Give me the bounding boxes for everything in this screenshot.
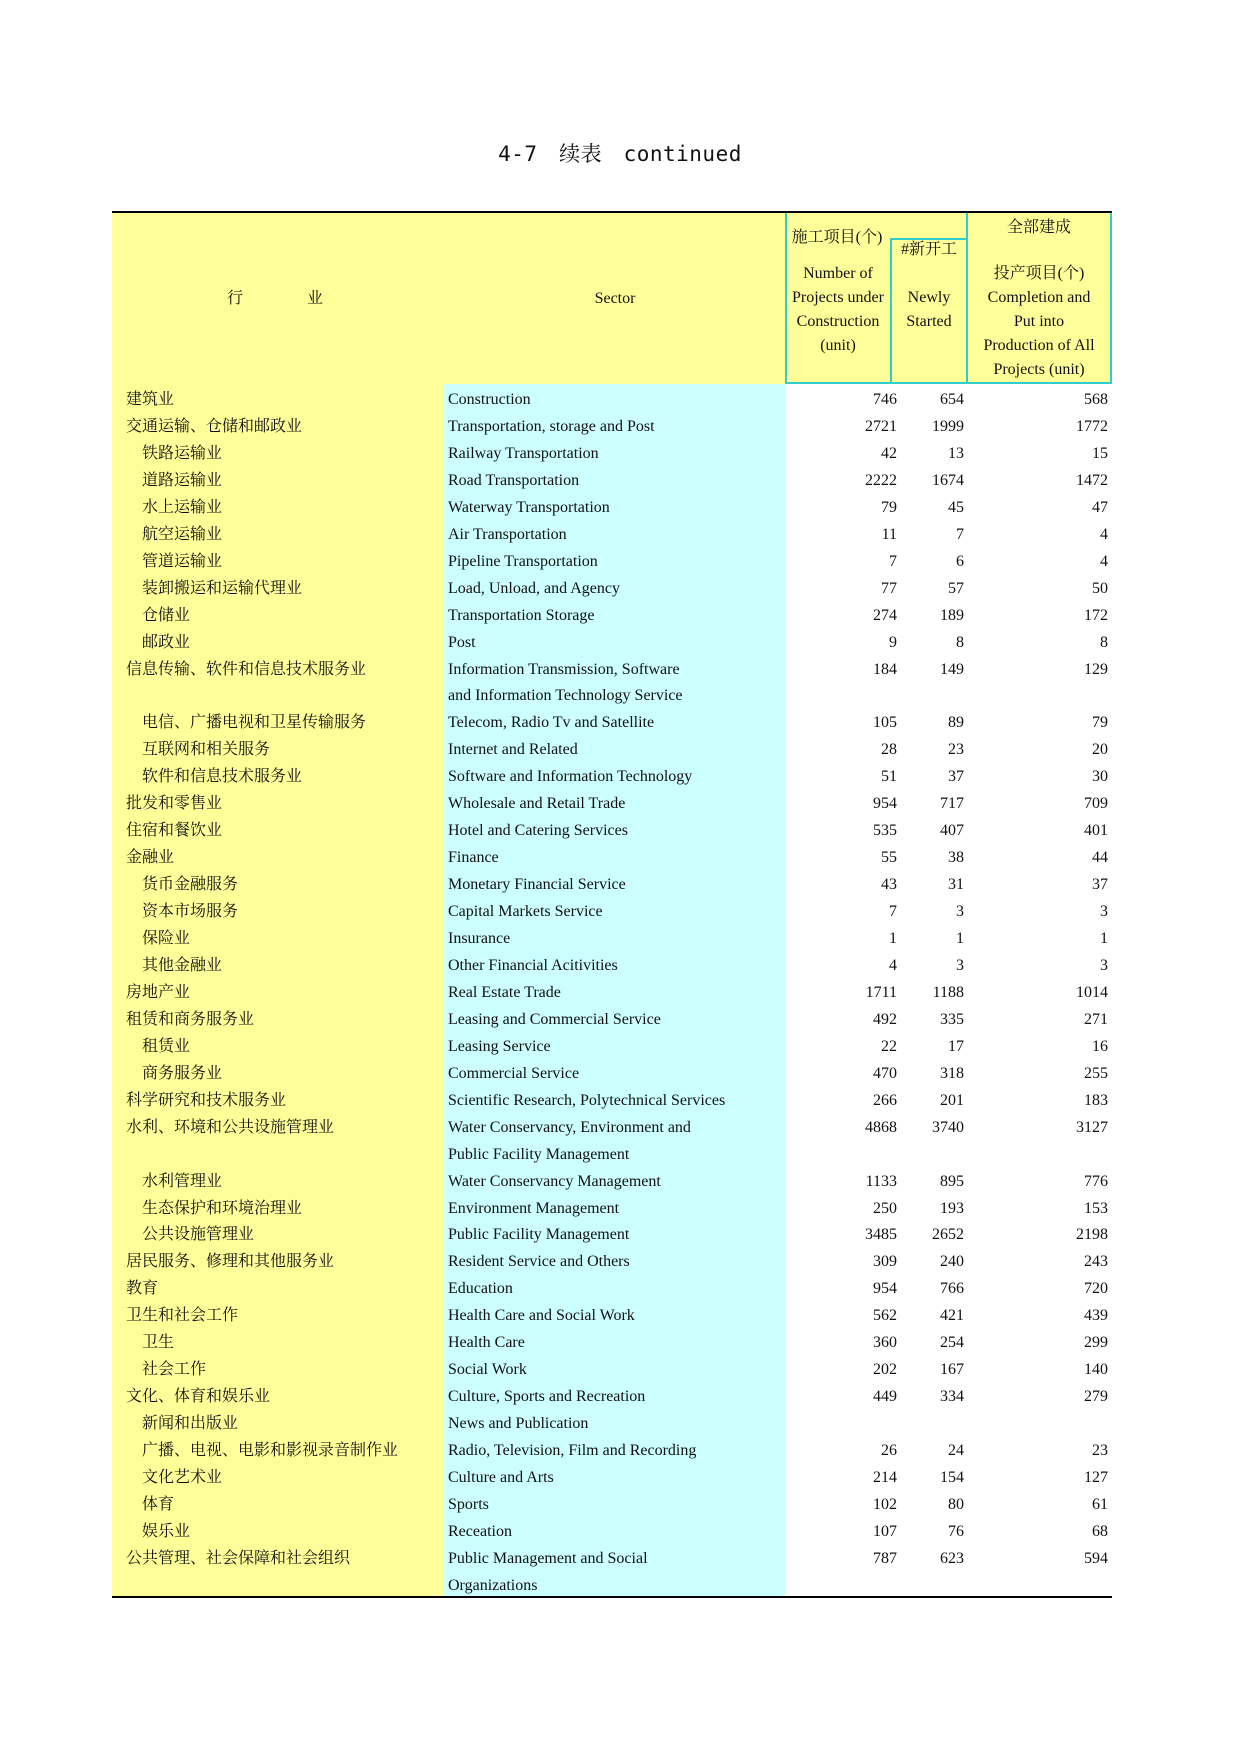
sector-en: Health Care and Social Work	[448, 1307, 635, 1325]
newly-started: 6	[956, 552, 964, 570]
industry-cn: 卫生和社会工作	[126, 1307, 239, 1325]
newly-started: 23	[948, 741, 964, 759]
newly-started: 7	[956, 525, 964, 543]
industry-cn: 新闻和出版业	[142, 1415, 239, 1433]
completed-projects: 153	[1084, 1199, 1108, 1217]
table-row	[112, 521, 1112, 548]
sector-en: Post	[448, 633, 476, 651]
completed-projects: 1472	[1076, 471, 1108, 489]
newly-started: 240	[940, 1253, 964, 1271]
completed-projects: 776	[1084, 1172, 1108, 1190]
table-row	[112, 629, 1112, 656]
newly-started: 623	[940, 1549, 964, 1567]
industry-cn: 交通运输、仓储和邮政业	[126, 417, 303, 435]
industry-cn: 邮政业	[142, 633, 191, 651]
projects-under-construction: 535	[873, 822, 897, 840]
projects-under-construction: 1711	[865, 983, 897, 1001]
projects-under-construction: 43	[881, 876, 897, 894]
industry-cn: 信息传输、软件和信息技术服务业	[126, 660, 367, 678]
newly-started: 189	[940, 606, 964, 624]
table-row	[112, 763, 1112, 790]
industry-cn: 卫生	[142, 1334, 175, 1352]
projects-under-construction: 449	[873, 1388, 897, 1406]
completed-projects: 8	[1100, 633, 1108, 651]
industry-cn: 其他金融业	[142, 956, 223, 974]
industry-cn: 租赁业	[142, 1037, 191, 1055]
sector-en: Social Work	[448, 1361, 527, 1379]
newly-started: 717	[940, 795, 964, 813]
table-row	[112, 736, 1112, 763]
projects-under-construction: 51	[881, 768, 897, 786]
table-top-rule	[112, 211, 1112, 213]
sector-en: Water Conservancy Management	[448, 1172, 661, 1190]
projects-under-construction: 79	[881, 498, 897, 516]
projects-under-construction: 1133	[865, 1172, 897, 1190]
table-row	[112, 1437, 1112, 1464]
completed-projects: 30	[1092, 768, 1108, 786]
sector-en: Capital Markets Service	[448, 903, 603, 921]
table-row	[112, 494, 1112, 521]
industry-cn: 水上运输业	[142, 498, 223, 516]
sector-en: Load, Unload, and Agency	[448, 579, 620, 597]
sector-en: Telecom, Radio Tv and Satellite	[448, 714, 655, 732]
table-row	[112, 1168, 1112, 1195]
completed-projects: 243	[1084, 1253, 1108, 1271]
industry-cn: 仓储业	[142, 606, 191, 624]
header-divider	[785, 382, 1112, 384]
newly-started: 8	[956, 633, 964, 651]
projects-under-construction: 360	[873, 1334, 897, 1352]
newly-started: 1	[956, 930, 964, 947]
sector-en: Culture and Arts	[448, 1469, 554, 1486]
sector-en: Software and Information Technology	[448, 768, 693, 786]
newly-started: 31	[948, 876, 964, 894]
projects-under-construction: 1	[889, 930, 897, 947]
table-row	[112, 1410, 1112, 1437]
sector-en: Finance	[448, 849, 499, 867]
table-row	[112, 898, 1112, 925]
completed-projects: 1	[1100, 930, 1108, 947]
industry-cn: 生态保护和环境治理业	[142, 1199, 303, 1217]
sector-en: Transportation, storage and Post	[448, 417, 655, 435]
header-completion-cn: 投产项目(个)	[993, 265, 1085, 282]
sector-en: Organizations	[448, 1576, 538, 1594]
sector-en: Water Conservancy, Environment and	[448, 1118, 691, 1136]
newly-started: 407	[940, 822, 964, 840]
industry-cn: 航空运输业	[142, 525, 223, 543]
projects-under-construction: 184	[873, 660, 897, 678]
table-row	[112, 952, 1112, 979]
table-row	[112, 1114, 1112, 1141]
newly-started: 3740	[932, 1118, 964, 1136]
header-completion-cn-top: 全部建成	[1006, 219, 1071, 236]
newly-started: 2652	[932, 1226, 964, 1244]
newly-started: 334	[940, 1388, 964, 1406]
industry-cn: 科学研究和技术服务业	[126, 1091, 287, 1109]
industry-cn: 建筑业	[126, 391, 175, 408]
industry-cn: 文化艺术业	[142, 1469, 223, 1486]
newly-started: 45	[948, 498, 964, 516]
completed-projects: 140	[1084, 1361, 1108, 1379]
industry-cn: 文化、体育和娱乐业	[126, 1388, 271, 1406]
sector-en: Leasing and Commercial Service	[448, 1010, 661, 1028]
table-row	[112, 386, 1112, 413]
projects-under-construction: 22	[881, 1037, 897, 1055]
projects-under-construction: 2222	[865, 471, 897, 489]
table-row	[112, 1302, 1112, 1329]
industry-cn: 电信、广播电视和卫星传输服务	[142, 714, 367, 732]
projects-under-construction: 492	[873, 1010, 897, 1028]
completed-projects: 15	[1092, 444, 1108, 462]
projects-under-construction: 4	[889, 956, 897, 974]
completed-projects: 23	[1092, 1442, 1108, 1460]
completed-projects: 299	[1084, 1334, 1108, 1352]
industry-cn: 公共管理、社会保障和社会组织	[126, 1549, 351, 1567]
newly-started: 1999	[932, 417, 964, 435]
projects-under-construction: 42	[881, 444, 897, 462]
sector-en: Real Estate Trade	[448, 983, 561, 1001]
newly-started: 154	[940, 1469, 964, 1486]
table-row	[112, 602, 1112, 629]
sector-en: Information Transmission, Software	[448, 660, 680, 678]
table-row	[112, 709, 1112, 736]
industry-cn: 货币金融服务	[142, 876, 239, 894]
sector-en: Other Financial Acitivities	[448, 956, 618, 974]
table-row	[112, 1087, 1112, 1114]
sector-en: Hotel and Catering Services	[448, 822, 628, 840]
sector-en: Monetary Financial Service	[448, 876, 626, 894]
table-row	[112, 682, 1112, 709]
projects-under-construction: 954	[873, 1280, 897, 1298]
industry-cn: 体育	[142, 1495, 175, 1513]
projects-under-construction: 202	[873, 1361, 897, 1379]
projects-under-construction: 309	[873, 1253, 897, 1271]
completed-projects: 255	[1084, 1064, 1108, 1082]
header-projects-cn: 施工项目(个)	[791, 229, 883, 246]
completed-projects: 20	[1092, 741, 1108, 759]
industry-cn: 住宿和餐饮业	[126, 822, 223, 840]
table-row	[112, 1572, 1112, 1599]
sector-en: Transportation Storage	[448, 606, 595, 624]
newly-started: 421	[940, 1307, 964, 1325]
sector-en: Leasing Service	[448, 1037, 551, 1055]
table-row	[112, 871, 1112, 898]
sector-en: Sports	[448, 1495, 489, 1513]
sector-en: Railway Transportation	[448, 444, 599, 462]
table-row	[112, 817, 1112, 844]
completed-projects: 271	[1084, 1010, 1108, 1028]
industry-cn: 装卸搬运和运输代理业	[142, 579, 303, 597]
newly-started: 3	[956, 903, 964, 921]
projects-under-construction: 2721	[865, 417, 897, 435]
projects-under-construction: 77	[881, 579, 897, 597]
newly-started: 254	[940, 1334, 964, 1352]
newly-started: 38	[948, 849, 964, 867]
table-row	[112, 1195, 1112, 1222]
completed-projects: 47	[1092, 498, 1108, 516]
projects-under-construction: 787	[873, 1549, 897, 1567]
completed-projects: 2198	[1076, 1226, 1108, 1244]
sector-en: Resident Service and Others	[448, 1253, 630, 1271]
projects-under-construction: 105	[873, 714, 897, 732]
industry-cn: 资本市场服务	[142, 903, 239, 921]
industry-cn: 金融业	[126, 849, 175, 867]
completed-projects: 50	[1092, 579, 1108, 597]
table-row	[112, 467, 1112, 494]
table-row	[112, 1006, 1112, 1033]
table-row	[112, 656, 1112, 683]
projects-under-construction: 470	[873, 1064, 897, 1082]
newly-started: 335	[940, 1010, 964, 1028]
table-row	[112, 1275, 1112, 1302]
sector-en: Insurance	[448, 930, 511, 947]
completed-projects: 594	[1084, 1549, 1108, 1567]
projects-under-construction: 3485	[865, 1226, 897, 1244]
sector-en: News and Publication	[448, 1415, 589, 1433]
newly-started: 37	[948, 768, 964, 786]
projects-under-construction: 11	[881, 525, 897, 543]
sector-en: Commercial Service	[448, 1064, 580, 1082]
industry-cn: 管道运输业	[142, 552, 223, 570]
completed-projects: 1014	[1076, 983, 1108, 1001]
industry-cn: 娱乐业	[142, 1522, 191, 1540]
industry-cn: 社会工作	[142, 1361, 207, 1379]
industry-cn: 房地产业	[126, 983, 191, 1001]
table-row	[112, 1329, 1112, 1356]
newly-started: 1674	[932, 471, 964, 489]
newly-started: 1188	[932, 983, 964, 1001]
projects-under-construction: 266	[873, 1091, 897, 1109]
newly-started: 193	[940, 1199, 964, 1217]
industry-cn: 教育	[126, 1280, 159, 1298]
newly-started: 167	[940, 1361, 964, 1379]
table-row	[112, 440, 1112, 467]
newly-started: 318	[940, 1064, 964, 1082]
projects-under-construction: 107	[873, 1522, 897, 1540]
completed-projects: 401	[1084, 822, 1108, 840]
header-newly-started-cn: #新开工	[900, 241, 957, 258]
completed-projects: 79	[1092, 714, 1108, 732]
completed-projects: 61	[1092, 1495, 1108, 1513]
industry-cn: 水利、环境和公共设施管理业	[126, 1118, 335, 1136]
newly-started: 76	[948, 1522, 964, 1540]
table-row	[112, 925, 1112, 952]
newly-started: 57	[948, 579, 964, 597]
newly-started: 201	[940, 1091, 964, 1109]
header-newly-started-en: Newly Started	[906, 289, 952, 330]
projects-under-construction: 26	[881, 1442, 897, 1460]
table-row	[112, 979, 1112, 1006]
table-row	[112, 548, 1112, 575]
table-row	[112, 1248, 1112, 1275]
projects-under-construction: 746	[873, 391, 897, 408]
sector-en: Public Management and Social	[448, 1549, 648, 1567]
projects-under-construction: 214	[873, 1469, 897, 1486]
sector-en: Radio, Television, Film and Recording	[448, 1442, 697, 1460]
sector-en: Air Transportation	[448, 525, 567, 543]
table-row	[112, 1060, 1112, 1087]
newly-started: 17	[948, 1037, 964, 1055]
header-sector: Sector	[594, 290, 636, 307]
sector-en: Health Care	[448, 1334, 525, 1352]
projects-under-construction: 7	[889, 552, 897, 570]
table-row	[112, 1221, 1112, 1248]
table-row	[112, 790, 1112, 817]
sector-en: Road Transportation	[448, 471, 580, 489]
completed-projects: 68	[1092, 1522, 1108, 1540]
completed-projects: 709	[1084, 795, 1108, 813]
industry-cn: 居民服务、修理和其他服务业	[126, 1253, 335, 1271]
header-industry-cn: 行 业	[226, 290, 323, 307]
sector-en: Internet and Related	[448, 741, 578, 759]
completed-projects: 3127	[1076, 1118, 1108, 1136]
projects-under-construction: 9	[889, 633, 897, 651]
table-row	[112, 575, 1112, 602]
projects-under-construction: 4868	[865, 1118, 897, 1136]
sector-en: Receation	[448, 1522, 512, 1540]
completed-projects: 568	[1084, 391, 1108, 408]
table-title: 4-7 续表 continued	[498, 142, 742, 166]
header-completion-en: Completion and Put into Production of All Projects (unit)	[983, 289, 1095, 378]
newly-started: 13	[948, 444, 964, 462]
projects-under-construction: 250	[873, 1199, 897, 1217]
completed-projects: 279	[1084, 1388, 1108, 1406]
sector-en: Culture, Sports and Recreation	[448, 1388, 646, 1406]
table-row	[112, 1545, 1112, 1572]
sector-en: and Information Technology Service	[448, 687, 683, 705]
industry-cn: 互联网和相关服务	[142, 741, 271, 759]
projects-under-construction: 102	[873, 1495, 897, 1513]
projects-under-construction: 274	[873, 606, 897, 624]
industry-cn: 软件和信息技术服务业	[142, 768, 303, 786]
table-row	[112, 1383, 1112, 1410]
completed-projects: 127	[1084, 1469, 1108, 1486]
table-row	[112, 1356, 1112, 1383]
completed-projects: 439	[1084, 1307, 1108, 1325]
projects-under-construction: 7	[889, 903, 897, 921]
completed-projects: 720	[1084, 1280, 1108, 1298]
completed-projects: 4	[1100, 552, 1108, 570]
industry-cn: 铁路运输业	[142, 444, 223, 462]
sector-en: Scientific Research, Polytechnical Services	[448, 1091, 726, 1109]
header-divider	[1110, 213, 1112, 384]
industry-cn: 道路运输业	[142, 471, 223, 489]
projects-under-construction: 954	[873, 795, 897, 813]
table-row	[112, 1033, 1112, 1060]
industry-cn: 广播、电视、电影和影视录音制作业	[142, 1442, 399, 1460]
newly-started: 89	[948, 714, 964, 732]
industry-cn: 商务服务业	[142, 1064, 223, 1082]
completed-projects: 172	[1084, 606, 1108, 624]
table-row	[112, 413, 1112, 440]
completed-projects: 4	[1100, 525, 1108, 543]
projects-under-construction: 28	[881, 741, 897, 759]
sector-en: Education	[448, 1280, 513, 1298]
newly-started: 149	[940, 660, 964, 678]
completed-projects: 183	[1084, 1091, 1108, 1109]
completed-projects: 1772	[1076, 417, 1108, 435]
table-row	[112, 1518, 1112, 1545]
newly-started: 24	[948, 1442, 964, 1460]
industry-cn: 批发和零售业	[126, 795, 223, 813]
industry-cn: 水利管理业	[142, 1172, 223, 1190]
projects-under-construction: 562	[873, 1307, 897, 1325]
sector-en: Public Facility Management	[448, 1145, 630, 1163]
table-row	[112, 844, 1112, 871]
newly-started: 654	[940, 391, 964, 408]
completed-projects: 3	[1100, 903, 1108, 921]
newly-started: 80	[948, 1495, 964, 1513]
sector-en: Public Facility Management	[448, 1226, 630, 1244]
completed-projects: 16	[1092, 1037, 1108, 1055]
completed-projects: 44	[1092, 849, 1108, 867]
sector-en: Wholesale and Retail Trade	[448, 795, 626, 813]
industry-cn: 公共设施管理业	[142, 1226, 255, 1244]
newly-started: 3	[956, 956, 964, 974]
completed-projects: 37	[1092, 876, 1108, 894]
table-row	[112, 1491, 1112, 1518]
sector-en: Pipeline Transportation	[448, 552, 598, 570]
newly-started: 895	[940, 1172, 964, 1190]
sector-en: Construction	[448, 391, 531, 408]
table-row	[112, 1464, 1112, 1491]
completed-projects: 129	[1084, 660, 1108, 678]
completed-projects: 3	[1100, 956, 1108, 974]
projects-under-construction: 55	[881, 849, 897, 867]
header-projects-en: Number of Projects under Construction (unit)	[792, 265, 884, 354]
sector-en: Environment Management	[448, 1199, 620, 1217]
industry-cn: 保险业	[142, 930, 191, 947]
newly-started: 766	[940, 1280, 964, 1298]
table-row	[112, 1141, 1112, 1168]
industry-cn: 租赁和商务服务业	[126, 1010, 255, 1028]
sector-en: Waterway Transportation	[448, 498, 610, 516]
